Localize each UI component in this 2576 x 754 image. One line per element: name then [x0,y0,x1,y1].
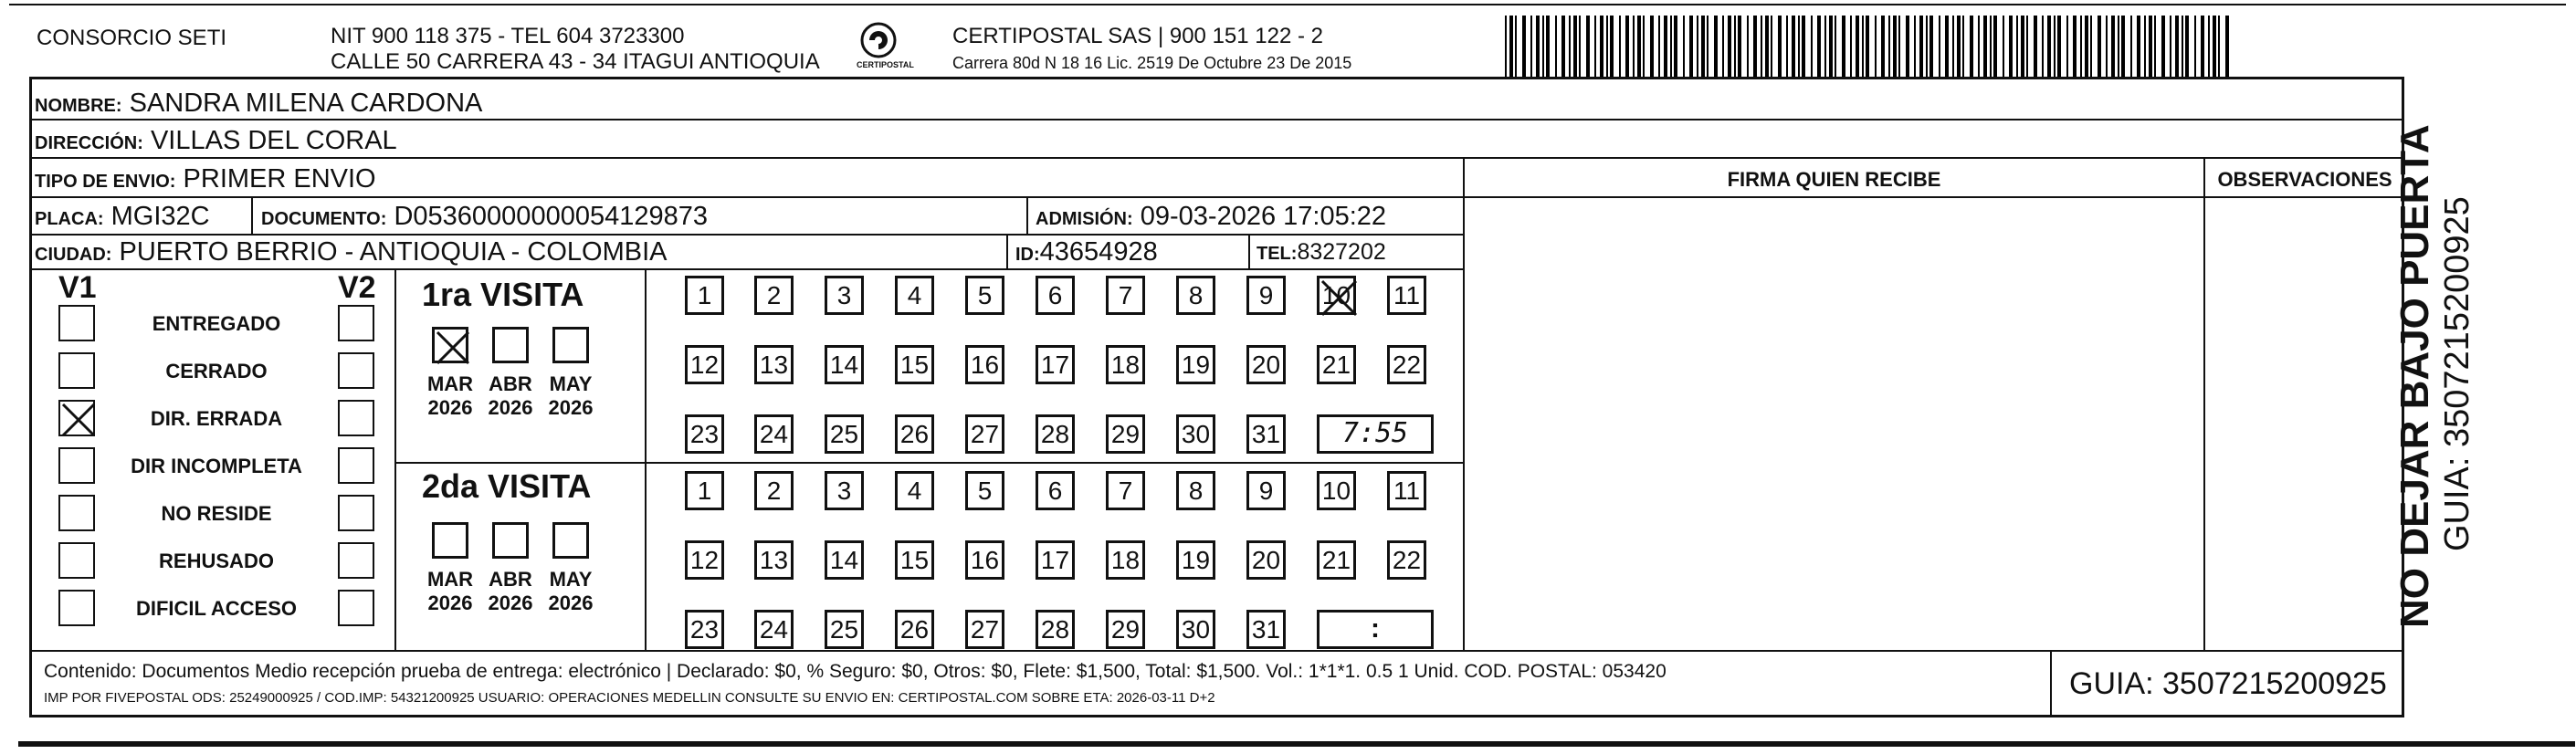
barcode-bar [1683,16,1685,79]
barcode-bar [1898,16,1900,79]
barcode-bar [1555,16,1557,79]
day-box[interactable]: 29 [1106,610,1145,649]
tel-field: TEL:8327202 [1256,239,1386,265]
barcode-bar [1509,16,1513,79]
month-checkbox[interactable] [492,327,529,363]
day-box[interactable]: 5 [965,471,1004,510]
barcode-bar [1573,16,1577,79]
footer-impresion: IMP POR FIVEPOSTAL ODS: 25249000925 / COD.IMP: 54321200925 USUARIO: OPERACIONES MEDELLIN CONSULTE SU ENVIO EN: CERTIPOSTAL.COM SOBRE ETA: 2026-03-11 D+2 [44,690,1215,706]
barcode-bar [1835,16,1836,79]
v2-checkbox[interactable] [338,495,374,531]
barcode-bar [1850,16,1852,79]
day-box[interactable]: 23 [685,610,724,649]
col-divider [2050,650,2052,717]
barcode-bar [2085,16,2088,79]
day-box[interactable]: 25 [825,610,864,649]
day-box[interactable]: 1 [685,471,724,510]
barcode-bar [1650,16,1654,79]
admision-value: 09-03-2026 17:05:22 [1140,202,1387,231]
documento-value: D05360000000054129873 [394,202,708,231]
v1-checkbox[interactable] [58,400,95,436]
barcode-bar [2218,16,2220,79]
v1-checkbox[interactable] [58,352,95,389]
day-box[interactable]: 17 [1036,345,1075,384]
barcode-bar [1802,16,1805,79]
status-label: REHUSADO [159,550,274,572]
barcode-bar [2213,16,2216,79]
month-label: ABR 2026 [488,568,533,614]
month-checkbox[interactable] [492,522,529,559]
day-box[interactable]: 22 [1387,345,1426,384]
barcode-bar [1919,16,1923,79]
ciudad-value: PUERTO BERRIO - ANTIOQUIA - COLOMBIA [119,237,668,267]
time-box[interactable]: : [1317,610,1434,649]
day-box[interactable]: 2 [754,471,794,510]
license-line: Carrera 80d N 18 16 Lic. 2519 De Octubre 23 De 2015 [952,54,1352,72]
day-box[interactable]: 13 [754,540,794,580]
barcode-bar [1817,16,1821,79]
day-box[interactable]: 12 [685,540,724,580]
month-checkbox[interactable] [552,522,589,559]
barcode-bar [1771,16,1772,79]
day-box[interactable]: 19 [1176,540,1215,580]
v1-checkbox[interactable] [58,447,95,484]
certipostal-logo [857,20,914,75]
day-box[interactable]: 11 [1387,471,1426,510]
barcode-bar [2182,16,2183,79]
address-line: CALLE 50 CARRERA 43 - 34 ITAGUI ANTIOQUIA [331,49,820,74]
status-label: DIR INCOMPLETA [131,455,302,477]
tipo-envio-value: PRIMER ENVIO [183,164,376,194]
barcode-bar [2016,16,2018,79]
barcode-bar [1505,16,1507,79]
col-divider [1463,157,1465,650]
day-box[interactable]: 26 [895,414,934,454]
bottom-rule [18,741,2575,747]
barcode-bar [2057,16,2061,79]
barcode-bar [1753,16,1757,79]
day-box[interactable]: 28 [1036,414,1075,454]
day-box[interactable]: 20 [1246,345,1286,384]
day-box[interactable]: 18 [1106,540,1145,580]
barcode-bar [1842,16,1845,79]
barcode-bar [2201,16,2204,79]
barcode-bar [1701,16,1705,79]
col-divider [645,268,647,650]
barcode-bar [2066,16,2068,79]
barcode-bar [1993,16,1997,79]
ciudad-field: CIUDAD: PUERTO BERRIO - ANTIOQUIA - COLOMBIA [35,237,668,267]
barcode-bar [2154,16,2156,79]
status-label: DIR. ERRADA [150,407,283,430]
month-label: MAY 2026 [548,568,594,614]
top-rule [9,4,2566,5]
v2-checkbox[interactable] [338,447,374,484]
barcode-bar [1747,16,1749,79]
day-box[interactable]: 27 [965,414,1004,454]
month-checkbox[interactable] [432,522,468,559]
day-box[interactable]: 21 [1317,540,1356,580]
barcode-bar [1637,16,1641,79]
barcode-bar [1926,16,1928,79]
barcode-bar [1728,16,1731,79]
barcode-bar [1778,16,1782,79]
barcode-bar [1522,16,1526,79]
day-box[interactable]: 1 [685,276,724,315]
documento-field: DOCUMENTO: D05360000000054129873 [261,202,708,231]
barcode-bar [1674,16,1677,79]
barcode-bar [2121,16,2125,79]
barcode-bar [1952,16,1954,79]
barcode-bar [1914,16,1916,79]
barcode-bar [2118,16,2119,79]
nit-line: NIT 900 118 375 - TEL 604 3723300 [331,24,685,48]
footer-contenido: Contenido: Documentos Medio recepción prueba de entrega: electrónico | Declarado: $0, % Seguro: $0, Otros: $0, Flete: $1,500, Total: $1,500. Vol.: 1*1*1. 0.5 1 Unid. COD. POSTAL: 053420 [44,661,1667,682]
barcode-bar [2047,16,2051,79]
day-box[interactable]: 22 [1387,540,1426,580]
day-box[interactable]: 4 [895,471,934,510]
barcode-bar [1594,16,1596,79]
status-label: DIFICIL ACCESO [135,597,297,620]
barcode-bar [1579,16,1581,79]
observaciones-header: OBSERVACIONES [2217,168,2392,191]
barcode-bar [1658,16,1660,79]
barcode-bar [1939,16,1940,79]
day-box[interactable]: 11 [1387,276,1426,315]
month-label: ABR 2026 [488,372,533,419]
barcode-bar [1569,16,1571,79]
barcode-bar [1929,16,1933,79]
footer-guia: GUIA: 3507215200925 [2069,666,2387,701]
barcode-bar [2009,16,2013,79]
day-box[interactable]: 15 [895,345,934,384]
barcode-bar [1798,16,1800,79]
barcode-bar [2161,16,2165,79]
day-box[interactable]: 30 [1176,610,1215,649]
barcode-bar [1962,16,1964,79]
day-box[interactable]: 25 [825,414,864,454]
barcode-bar [1610,16,1614,79]
barcode-bar [1824,16,1826,79]
day-box[interactable]: 9 [1246,276,1286,315]
barcode-bar [1707,16,1709,79]
day-box[interactable]: 8 [1176,276,1215,315]
day-box[interactable]: 19 [1176,345,1215,384]
day-box[interactable]: 7 [1106,471,1145,510]
month-checkbox[interactable] [432,327,468,363]
barcode-bar [2149,16,2152,79]
day-box[interactable]: 26 [895,610,934,649]
day-box[interactable]: 7 [1106,276,1145,315]
day-box[interactable]: 6 [1036,276,1075,315]
company-name: CONSORCIO SETI [37,26,227,50]
day-box[interactable]: 9 [1246,471,1286,510]
day-box[interactable]: 27 [965,610,1004,649]
day-box[interactable]: 13 [754,345,794,384]
barcode-bar [1515,16,1517,79]
barcode-bar [1633,16,1635,79]
barcode [1505,16,2230,79]
day-box[interactable]: 24 [754,610,794,649]
day-box[interactable]: 21 [1317,345,1356,384]
month-label: MAY 2026 [548,372,594,419]
barcode-bar [2080,16,2082,79]
day-box[interactable]: 15 [895,540,934,580]
barcode-bar [1792,16,1795,79]
barcode-bar [1689,16,1693,79]
placa-value: MGI32C [110,202,210,231]
barcode-bar [2034,16,2037,79]
day-box[interactable]: 5 [965,276,1004,315]
barcode-bar [2003,16,2004,79]
barcode-bar [2194,16,2196,79]
day-box[interactable]: 3 [825,471,864,510]
barcode-bar [1875,16,1877,79]
day-box[interactable]: 20 [1246,540,1286,580]
barcode-bar [1714,16,1718,79]
day-box[interactable]: 18 [1106,345,1145,384]
visit2-title: 2da VISITA [422,467,592,505]
barcode-bar [2042,16,2044,79]
month-label: MAR 2026 [426,568,474,614]
barcode-bar [2225,16,2229,79]
barcode-bar [2073,16,2077,79]
time-box[interactable]: 7:55 [1317,414,1434,454]
barcode-bar [1761,16,1762,79]
day-box[interactable]: 28 [1036,610,1075,649]
visit1-title: 1ra VISITA [422,276,584,313]
day-box[interactable]: 31 [1246,610,1286,649]
v1-checkbox[interactable] [58,542,95,579]
admision-field: ADMISIÓN: 09-03-2026 17:05:22 [1036,202,1387,231]
barcode-bar [1866,16,1869,79]
barcode-bar [1561,16,1565,79]
barcode-bar [2130,16,2132,79]
day-box[interactable]: 3 [825,276,864,315]
day-box[interactable]: 16 [965,345,1004,384]
barcode-bar [1765,16,1769,79]
day-box[interactable]: 17 [1036,540,1075,580]
day-box[interactable]: 10 [1317,276,1356,315]
day-box[interactable]: 10 [1317,471,1356,510]
row-divider [29,196,2404,198]
day-box[interactable]: 30 [1176,414,1215,454]
id-value: 43654928 [1039,237,1158,267]
barcode-bar [2054,16,2056,79]
v2-header: V2 [338,270,376,305]
day-box[interactable]: 12 [685,345,724,384]
direccion-value: VILLAS DEL CORAL [150,126,397,155]
barcode-bar [2170,16,2171,79]
day-box[interactable]: 24 [754,414,794,454]
tel-value: 8327202 [1297,239,1386,265]
barcode-bar [2090,16,2092,79]
barcode-bar [1586,16,1590,79]
col-divider [251,196,253,234]
row-divider [394,462,1463,464]
day-box[interactable]: 29 [1106,414,1145,454]
barcode-bar [1664,16,1667,79]
v2-checkbox[interactable] [338,352,374,389]
barcode-bar [1990,16,1992,79]
barcode-bar [1619,16,1621,79]
barcode-bar [2144,16,2146,79]
v1-header: V1 [58,270,97,305]
col-divider [394,268,396,650]
status-label: ENTREGADO [152,312,281,335]
barcode-bar [1978,16,1980,79]
carrier-line: CERTIPOSTAL SAS | 900 151 122 - 2 [952,24,1323,48]
v2-checkbox[interactable] [338,305,374,341]
nombre-field: NOMBRE: SANDRA MILENA CARDONA [35,89,483,118]
month-label: MAR 2026 [426,372,474,419]
day-box[interactable]: 6 [1036,471,1075,510]
barcode-bar [1906,16,1909,79]
barcode-bar [2106,16,2108,79]
barcode-bar [2208,16,2210,79]
barcode-bar [1536,16,1540,79]
col-divider [1248,234,1250,268]
logo-text: CERTIPOSTAL [857,60,914,69]
id-field: ID:43654928 [1015,237,1158,267]
barcode-bar [1643,16,1645,79]
barcode-bar [1957,16,1961,79]
day-box[interactable]: 8 [1176,471,1215,510]
barcode-bar [2185,16,2189,79]
barcode-bar [1970,16,1973,79]
barcode-bar [1600,16,1603,79]
barcode-bar [1542,16,1544,79]
barcode-bar [2021,16,2024,79]
barcode-bar [1530,16,1532,79]
month-checkbox[interactable] [552,327,589,363]
v1-checkbox[interactable] [58,305,95,341]
v2-checkbox[interactable] [338,542,374,579]
no-dejar-warning: NO DEJAR BAJO PUERTA [2392,124,2437,628]
barcode-bar [2026,16,2028,79]
day-box[interactable]: 14 [825,345,864,384]
status-label: CERRADO [165,360,268,382]
barcode-bar [1606,16,1608,79]
barcode-bar [1893,16,1897,79]
barcode-bar [1786,16,1788,79]
v1-checkbox[interactable] [58,495,95,531]
day-box[interactable]: 2 [754,276,794,315]
day-box[interactable]: 31 [1246,414,1286,454]
col-divider [1006,234,1008,268]
firma-header: FIRMA QUIEN RECIBE [1727,168,1941,191]
footer-divider [29,650,2404,652]
day-box[interactable]: 4 [895,276,934,315]
v1-checkbox[interactable] [58,590,95,626]
barcode-bar [1722,16,1724,79]
day-box[interactable]: 16 [965,540,1004,580]
barcode-bar [1829,16,1833,79]
barcode-bar [1546,16,1550,79]
col-divider [1026,196,1028,234]
barcode-bar [1983,16,1987,79]
barcode-bar [1811,16,1813,79]
barcode-bar [2137,16,2140,79]
v2-checkbox[interactable] [338,590,374,626]
barcode-bar [1625,16,1629,79]
col-divider [2203,157,2205,650]
barcode-bar [1670,16,1672,79]
status-label: NO RESIDE [161,502,272,525]
nombre-value: SANDRA MILENA CARDONA [129,89,483,118]
barcode-bar [2098,16,2101,79]
side-guia: GUIA: 3507215200925 [2438,196,2476,551]
day-box[interactable]: 14 [825,540,864,580]
placa-field: PLACA: MGI32C [35,202,210,231]
barcode-bar [1881,16,1885,79]
barcode-bar [1945,16,1949,79]
barcode-bar [1734,16,1736,79]
barcode-bar [1697,16,1698,79]
barcode-bar [2175,16,2179,79]
barcode-bar [1888,16,1890,79]
barcode-bar [1862,16,1864,79]
v2-checkbox[interactable] [338,400,374,436]
direccion-field: DIRECCIÓN: VILLAS DEL CORAL [35,126,397,155]
day-box[interactable]: 23 [685,414,724,454]
barcode-bar [2111,16,2115,79]
barcode-bar [1856,16,1859,79]
barcode-bar [1738,16,1741,79]
tipo-envio-field: TIPO DE ENVIO: PRIMER ENVIO [35,164,376,194]
